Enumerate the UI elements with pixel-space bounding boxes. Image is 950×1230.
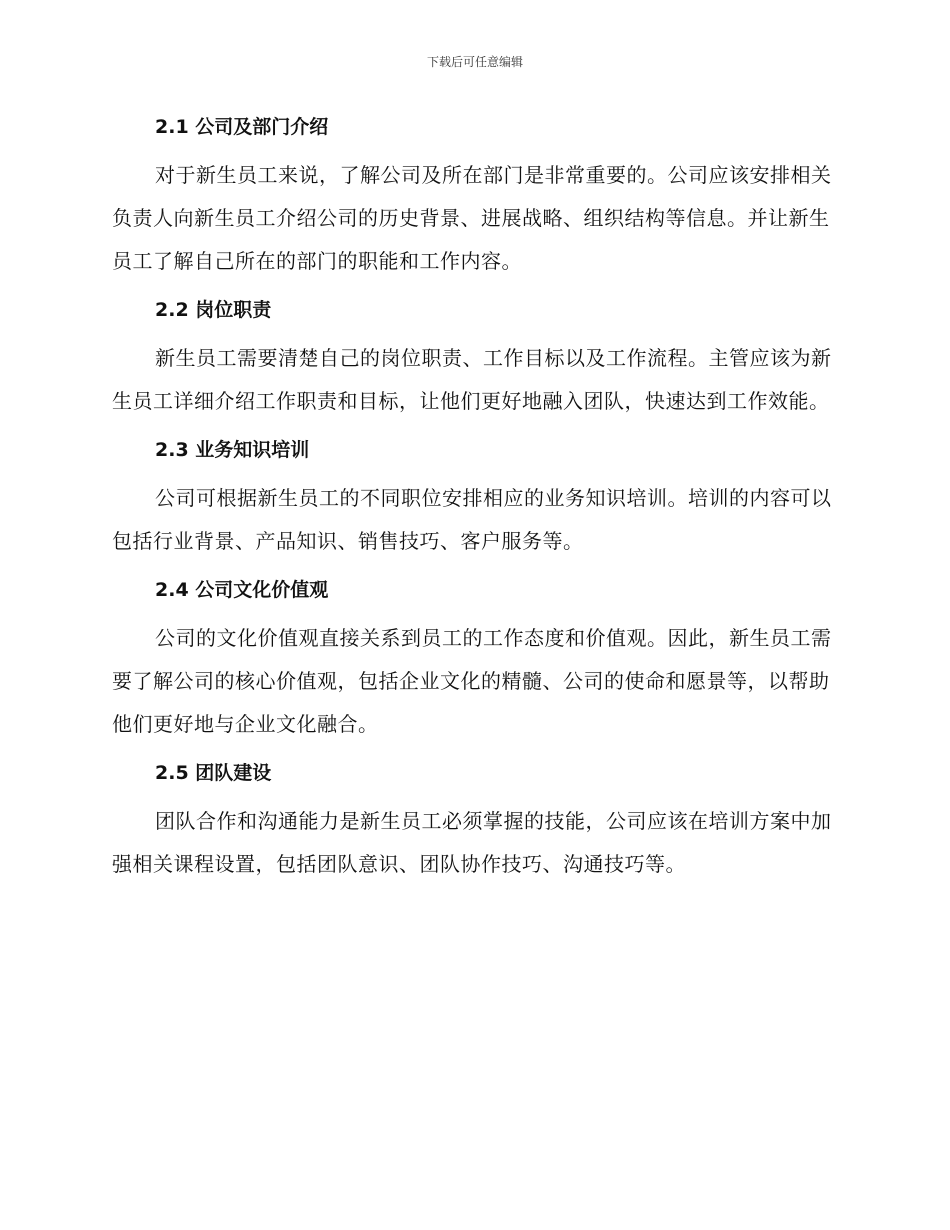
section-paragraph: 对于新生员工来说，了解公司及所在部门是非常重要的。公司应该安排相关负责人向新生员工介绍公司的历史背景、进展战略、组织结构等信息。并让新生员工了解自己所在的部门的职能和工作内容。 (112, 163, 832, 273)
document-body (112, 108, 834, 894)
page-header: 下载后可任意编辑 (426, 55, 523, 69)
section-paragraph: 新生员工需要清楚自己的岗位职责、工作目标以及工作流程。主管应该为新生员工详细介绍工作职责和目标，让他们更好地融入团队，快速达到工作效能。 (112, 346, 832, 413)
section-heading: 2.1 公司及部门介绍 (155, 116, 329, 138)
section-2-1 (112, 108, 834, 283)
section-2-4 (112, 571, 834, 746)
section-heading: 2.4 公司文化价值观 (155, 579, 329, 601)
section-2-2 (112, 291, 834, 423)
section-2-5 (112, 754, 834, 886)
section-heading: 2.2 岗位职责 (155, 299, 272, 321)
section-heading: 2.3 业务知识培训 (155, 439, 310, 461)
section-paragraph: 公司的文化价值观直接关系到员工的工作态度和价值观。因此，新生员工需要了解公司的核心价值观，包括企业文化的精髓、公司的使命和愿景等，以帮助他们更好地与企业文化融合。 (112, 626, 832, 736)
section-paragraph: 团队合作和沟通能力是新生员工必须掌握的技能，公司应该在培训方案中加强相关课程设置，包括团队意识、团队协作技巧、沟通技巧等。 (112, 809, 832, 876)
section-paragraph: 公司可根据新生员工的不同职位安排相应的业务知识培训。培训的内容可以包括行业背景、产品知识、销售技巧、客户服务等。 (112, 486, 832, 553)
section-heading: 2.5 团队建设 (155, 762, 272, 784)
section-2-3 (112, 431, 834, 563)
